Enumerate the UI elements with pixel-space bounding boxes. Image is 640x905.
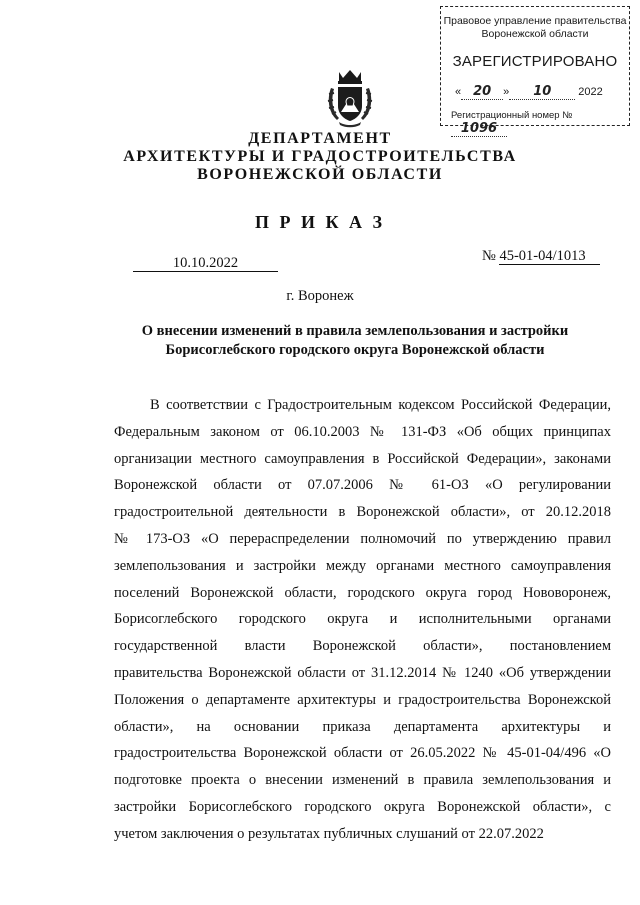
department-line-1: ДЕПАРТАМЕНТ xyxy=(248,130,392,147)
department-name xyxy=(0,130,640,184)
stamp-date-year: 2022 xyxy=(578,86,603,98)
body-line: Федеральным законом от 06.10.2003 № 131-ФЗ «Об общих принципах xyxy=(114,423,611,440)
body-line: государственной власти Воронежской области», постановлением xyxy=(114,638,611,655)
document-type: П Р И К А З xyxy=(254,212,386,232)
body-line: Положения о департаменте архитектуры и градостроительства Воронежской xyxy=(114,691,611,708)
body-line: застройки Борисоглебского городского округа Воронежской области», с xyxy=(114,798,611,815)
department-line-3: ВОРОНЕЖСКОЙ ОБЛАСТИ xyxy=(197,166,443,183)
stamp-org-line-2: Воронежской области xyxy=(481,28,589,40)
body-line: поселений Воронежской области, городского округа город Нововоронеж, xyxy=(114,584,611,601)
order-number xyxy=(482,248,600,264)
order-number-value: 45-01-04/1013 xyxy=(499,248,599,265)
body-line: В соответствии с Градостроительным кодексом Российской Федерации, xyxy=(150,397,611,413)
stamp-date-open-quote: « xyxy=(455,86,462,98)
stamp-date-day: 20 xyxy=(461,84,503,100)
city: г. Воронеж xyxy=(286,288,354,304)
stamp-org-line-1: Правовое управление правительства xyxy=(443,15,627,27)
body-line: организации местного самоуправления в Российской Федерации», законами xyxy=(114,450,611,467)
stamp-date-close-quote: » xyxy=(503,86,510,98)
order-title-line-2: Борисоглебского городского округа Воронежской области xyxy=(165,342,545,358)
registration-stamp xyxy=(440,6,630,136)
stamp-organization xyxy=(441,15,629,41)
body-line: правительства Воронежской области от 31.12.2014 № 1240 «Об утверждении xyxy=(114,664,611,681)
body-line: Воронежской области от 07.07.2006 № 61-ОЗ «О регулировании xyxy=(114,477,611,494)
voronezh-coat-of-arms-icon xyxy=(325,68,375,128)
department-line-2: АРХИТЕКТУРЫ И ГРАДОСТРОИТЕЛЬСТВА xyxy=(123,148,517,165)
stamp-date-month: 10 xyxy=(509,84,575,100)
body-line: землепользования и застройки между органами местного самоуправления xyxy=(114,557,611,574)
body-line: области», на основании приказа департамента архитектуры и xyxy=(114,718,611,735)
body-line: градостроительной деятельности в Воронежской области», от 20.12.2018 xyxy=(114,504,611,521)
order-date: 10.10.2022 xyxy=(133,255,278,272)
body-line: градостроительства Воронежской области от 26.05.2022 № 45-01-04/496 «О xyxy=(114,745,611,762)
stamp-date xyxy=(455,84,625,98)
order-number-prefix: № xyxy=(482,248,496,264)
body-line: Борисоглебского городского округа и исполнительными органами xyxy=(114,611,611,628)
order-title-line-1: О внесении изменений в правила землепользования и застройки xyxy=(141,323,569,339)
body-line: подготовке проекта о внесении изменений в правила землепользования и xyxy=(114,772,611,789)
body-line: № 173-ОЗ «О перераспределении полномочий по утверждению правил xyxy=(114,530,611,547)
body-line: учетом заключения о результатах публичных слушаний от 22.07.2022 xyxy=(114,825,544,842)
stamp-registered-label: ЗАРЕГИСТРИРОВАНО xyxy=(452,53,618,70)
order-title xyxy=(120,322,590,360)
stamp-reg-number-value: 1096 xyxy=(451,121,507,137)
body-text xyxy=(114,392,611,848)
stamp-reg-number-label: Регистрационный номер № xyxy=(451,110,573,121)
